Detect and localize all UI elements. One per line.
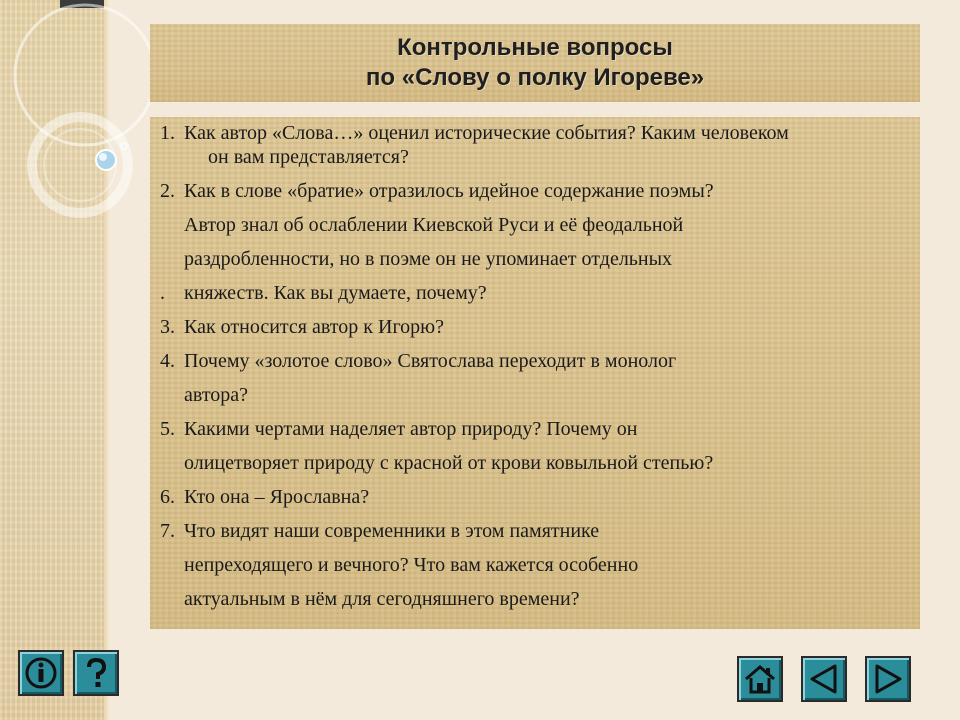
question-4 [160,349,920,407]
help-button[interactable] [73,650,119,696]
questions-panel [150,117,920,629]
arrow-left-icon [806,661,842,697]
question-text: Какими чертами наделяет автор природу? Почему он [184,418,638,440]
question-text: непреходящего и вечного? Что вам кажется особенно [184,554,639,576]
question-7 [160,519,920,611]
next-slide-button[interactable] [865,656,911,702]
question-number: 3. [160,316,175,338]
question-text: Как относится автор к Игорю? [184,316,444,338]
question-text: он вам представляется? [208,146,409,168]
page-title-line-1: Контрольные вопросы [397,34,673,61]
question-text: княжеств. Как вы думаете, почему? [184,282,487,304]
arrow-right-icon [870,661,906,697]
previous-slide-button[interactable] [801,656,847,702]
info-icon [23,655,59,691]
question-number: 7. [160,520,175,542]
question-number: 4. [160,350,175,372]
question-3 [160,315,920,339]
question-1 [160,121,920,169]
question-text: Кто она – Ярославна? [184,486,370,508]
question-text: Автор знал об ослаблении Киевской Руси и её феодальной [184,214,684,236]
question-text-line [160,281,920,305]
question-number: 1. [160,122,175,144]
title-panel [150,24,920,102]
decor-circles [0,0,160,250]
question-2 [160,179,920,305]
question-number: 6. [160,486,175,508]
question-text: Как автор «Слова…» оценил исторические события? Каким человеком [184,122,789,144]
question-number: 2. [160,180,175,202]
home-icon [742,661,778,697]
question-text: Почему «золотое слово» Святослава переходит в монолог [184,350,677,372]
home-button[interactable] [737,656,783,702]
question-icon [78,655,114,691]
page-title-line-2: по «Слову о полку Игореве» [365,64,705,91]
bullet-dot: . [160,282,165,304]
question-text: актуальным в нём для сегодняшнего времени? [184,588,580,610]
question-text: олицетворяет природу с красной от крови ковыльной степью? [184,452,714,474]
question-text: раздробленности, но в поэме он не упоминает отдельных [184,248,673,270]
question-text: Что видят наши современники в этом памятнике [184,520,600,542]
question-text: Как в слове «братие» отразилось идейное содержание поэмы? [184,180,714,202]
info-button[interactable] [18,650,64,696]
question-6 [160,485,920,509]
question-5 [160,417,920,475]
question-text: автора? [184,384,249,406]
question-number: 5. [160,418,175,440]
